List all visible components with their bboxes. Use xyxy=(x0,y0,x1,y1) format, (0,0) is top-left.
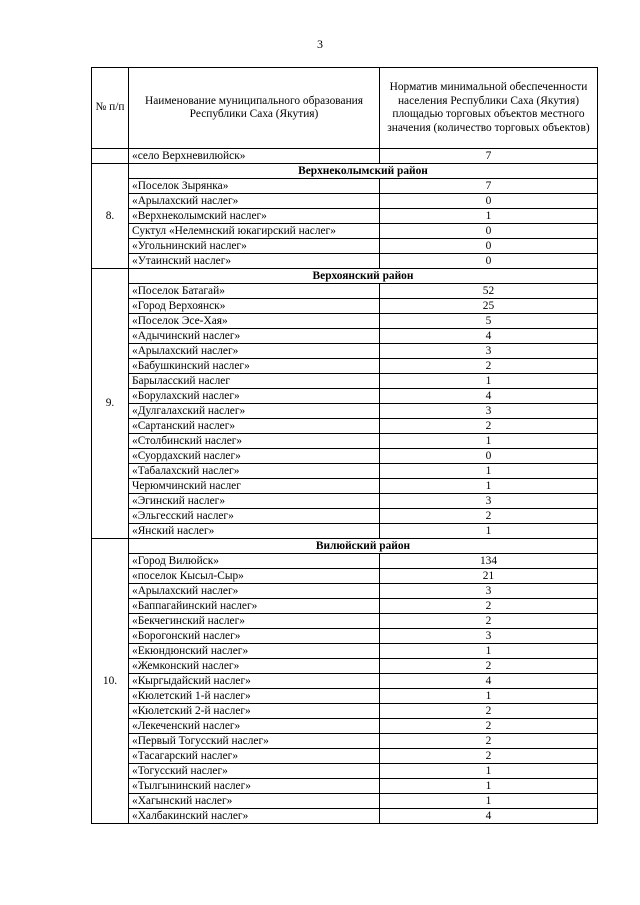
norm-value: 1 xyxy=(380,644,598,659)
norm-value: 2 xyxy=(380,599,598,614)
municipality-name: «поселок Кысыл-Сыр» xyxy=(129,569,380,584)
norm-value: 4 xyxy=(380,809,598,824)
table-row xyxy=(92,659,598,674)
norm-value: 1 xyxy=(380,209,598,224)
norm-value: 2 xyxy=(380,704,598,719)
municipality-name: «Город Верхоянск» xyxy=(129,299,380,314)
norm-value: 3 xyxy=(380,344,598,359)
municipality-name: «Первый Тогусский наслег» xyxy=(129,734,380,749)
district-name: Верхнеколымский район xyxy=(129,164,598,179)
table-row xyxy=(92,179,598,194)
municipality-name: «Город Вилюйск» xyxy=(129,554,380,569)
municipality-name: «Кюлетский 1-й наслег» xyxy=(129,689,380,704)
norm-value: 0 xyxy=(380,224,598,239)
table-body xyxy=(92,149,598,824)
municipality-name: «Кюлетский 2-й наслег» xyxy=(129,704,380,719)
table-row xyxy=(92,764,598,779)
header-norm: Норматив минимальной обеспеченности населения Республики Саха (Якутия) площадью торговых объектов местного значения (количество торговых объектов) xyxy=(380,68,598,149)
table-row xyxy=(92,584,598,599)
norm-value: 1 xyxy=(380,464,598,479)
municipality-name: «Лекеченский наслег» xyxy=(129,719,380,734)
municipality-name: «Верхнеколымский наслег» xyxy=(129,209,380,224)
norm-value: 2 xyxy=(380,719,598,734)
row-number: 10. xyxy=(92,539,129,824)
norm-value: 0 xyxy=(380,449,598,464)
norm-value: 2 xyxy=(380,419,598,434)
municipality-name: Черюмчинский наслег xyxy=(129,479,380,494)
municipality-name: «Борулахский наслег» xyxy=(129,389,380,404)
norm-value: 7 xyxy=(380,179,598,194)
norm-value: 4 xyxy=(380,674,598,689)
municipality-name: «Поселок Батагай» xyxy=(129,284,380,299)
table-row xyxy=(92,314,598,329)
norm-value: 2 xyxy=(380,734,598,749)
municipality-name: «Борогонский наслег» xyxy=(129,629,380,644)
norm-value: 7 xyxy=(380,149,598,164)
municipality-name: «Поселок Эсе-Хая» xyxy=(129,314,380,329)
norm-value: 1 xyxy=(380,374,598,389)
header-municipality: Наименование муниципального образования Республики Саха (Якутия) xyxy=(129,68,380,149)
table-row xyxy=(92,494,598,509)
page-number: 3 xyxy=(317,37,323,51)
municipality-name: «Халбакинский наслег» xyxy=(129,809,380,824)
norm-value: 1 xyxy=(380,479,598,494)
district-name: Верхоянский район xyxy=(129,269,598,284)
municipality-name: «Эгинский наслег» xyxy=(129,494,380,509)
table-row xyxy=(92,794,598,809)
municipality-name: «Адычинский наслег» xyxy=(129,329,380,344)
table-row xyxy=(92,464,598,479)
norm-value: 1 xyxy=(380,434,598,449)
table-row xyxy=(92,299,598,314)
municipality-name: «Бабушкинский наслег» xyxy=(129,359,380,374)
municipality-name: «Сартанский наслег» xyxy=(129,419,380,434)
municipality-name: «Хагынский наслег» xyxy=(129,794,380,809)
table-row xyxy=(92,554,598,569)
table-row xyxy=(92,569,598,584)
table-header-row xyxy=(92,68,598,149)
norm-value: 25 xyxy=(380,299,598,314)
table-row xyxy=(92,344,598,359)
district-row xyxy=(92,539,598,554)
norm-value: 2 xyxy=(380,749,598,764)
table-row xyxy=(92,224,598,239)
municipality-name: «Утаинский наслег» xyxy=(129,254,380,269)
municipality-name: «Екюндюнский наслег» xyxy=(129,644,380,659)
municipality-name: «Арылахский наслег» xyxy=(129,584,380,599)
table-row xyxy=(92,374,598,389)
municipality-name: «Кыргыдайский наслег» xyxy=(129,674,380,689)
table-row xyxy=(92,359,598,374)
norm-value: 1 xyxy=(380,764,598,779)
table-row xyxy=(92,479,598,494)
table-row xyxy=(92,599,598,614)
norm-value: 3 xyxy=(380,494,598,509)
municipality-name: «Тасагарский наслег» xyxy=(129,749,380,764)
norm-value: 3 xyxy=(380,404,598,419)
row-number: 9. xyxy=(92,269,129,539)
municipality-name: «Поселок Зырянка» xyxy=(129,179,380,194)
header-num: № п/п xyxy=(92,68,129,149)
row-number xyxy=(92,149,129,164)
norm-value: 134 xyxy=(380,554,598,569)
district-row xyxy=(92,164,598,179)
district-name: Вилюйский район xyxy=(129,539,598,554)
municipality-name: «Бекчегинский наслег» xyxy=(129,614,380,629)
norm-value: 2 xyxy=(380,359,598,374)
table-row xyxy=(92,749,598,764)
norm-value: 4 xyxy=(380,329,598,344)
norm-value: 1 xyxy=(380,524,598,539)
municipality-name: «Угольнинский наслег» xyxy=(129,239,380,254)
table-row xyxy=(92,149,598,164)
norm-value: 3 xyxy=(380,629,598,644)
table-row xyxy=(92,779,598,794)
table-row xyxy=(92,329,598,344)
municipality-name: «Арылахский наслег» xyxy=(129,194,380,209)
municipality-name: «Суордахский наслег» xyxy=(129,449,380,464)
norm-value: 1 xyxy=(380,779,598,794)
table-row xyxy=(92,809,598,824)
norm-value: 1 xyxy=(380,689,598,704)
norm-value: 2 xyxy=(380,509,598,524)
norm-value: 4 xyxy=(380,389,598,404)
table-row xyxy=(92,209,598,224)
municipality-name: «Столбинский наслег» xyxy=(129,434,380,449)
table-row xyxy=(92,509,598,524)
municipality-name: «Тогусский наслег» xyxy=(129,764,380,779)
norm-value: 52 xyxy=(380,284,598,299)
table-row xyxy=(92,239,598,254)
municipality-name: «Баппагайинский наслег» xyxy=(129,599,380,614)
norm-value: 1 xyxy=(380,794,598,809)
norm-value: 0 xyxy=(380,254,598,269)
table-row xyxy=(92,434,598,449)
norm-value: 2 xyxy=(380,614,598,629)
norm-table xyxy=(91,67,598,824)
district-row xyxy=(92,269,598,284)
municipality-name: «Тылгынинский наслег» xyxy=(129,779,380,794)
row-number: 8. xyxy=(92,164,129,269)
norm-value: 0 xyxy=(380,194,598,209)
municipality-name: «Эльгесский наслег» xyxy=(129,509,380,524)
municipality-name: «село Верхневилюйск» xyxy=(129,149,380,164)
table-row xyxy=(92,734,598,749)
norm-value: 21 xyxy=(380,569,598,584)
municipality-name: «Янский наслег» xyxy=(129,524,380,539)
table-row xyxy=(92,404,598,419)
norm-value: 5 xyxy=(380,314,598,329)
table-row xyxy=(92,614,598,629)
table-row xyxy=(92,629,598,644)
table-row xyxy=(92,689,598,704)
norm-value: 0 xyxy=(380,239,598,254)
table-row xyxy=(92,704,598,719)
norm-value: 2 xyxy=(380,659,598,674)
table-row xyxy=(92,389,598,404)
municipality-name: «Арылахский наслег» xyxy=(129,344,380,359)
norm-value: 3 xyxy=(380,584,598,599)
table-row xyxy=(92,419,598,434)
municipality-name: «Табалахский наслег» xyxy=(129,464,380,479)
municipality-name: «Дулгалахский наслег» xyxy=(129,404,380,419)
table-row xyxy=(92,674,598,689)
table-row xyxy=(92,194,598,209)
table-row xyxy=(92,524,598,539)
municipality-name: Барыласский наслег xyxy=(129,374,380,389)
table-row xyxy=(92,254,598,269)
table-row xyxy=(92,284,598,299)
municipality-name: Суктул «Нелемнский юкагирский наслег» xyxy=(129,224,380,239)
table-row xyxy=(92,719,598,734)
table-row xyxy=(92,644,598,659)
municipality-name: «Жемконский наслег» xyxy=(129,659,380,674)
table-row xyxy=(92,449,598,464)
